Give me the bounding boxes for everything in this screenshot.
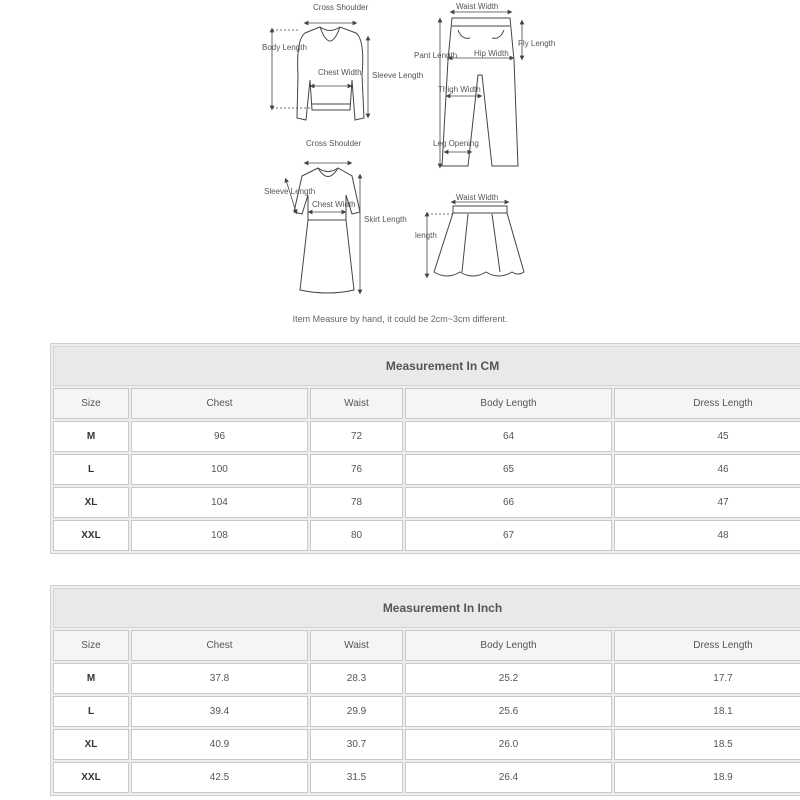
dress-length-cell: 47	[614, 487, 800, 518]
size-cell: XXL	[53, 762, 129, 793]
size-cell: XL	[53, 487, 129, 518]
column-header-body-length: Body Length	[405, 388, 612, 419]
top-sleeve-length-label: Sleeve Length	[372, 71, 424, 80]
chest-cell: 104	[131, 487, 308, 518]
chest-cell: 37.8	[131, 663, 308, 694]
waist-cell: 80	[310, 520, 403, 551]
column-header-waist: Waist	[310, 388, 403, 419]
size-cell: L	[53, 454, 129, 485]
dress-length-cell: 18.1	[614, 696, 800, 727]
waist-cell: 29.9	[310, 696, 403, 727]
table-row	[53, 696, 800, 727]
body-length-cell: 25.6	[405, 696, 612, 727]
body-length-cell: 67	[405, 520, 612, 551]
waist-cell: 78	[310, 487, 403, 518]
column-header-waist: Waist	[310, 630, 403, 661]
chest-cell: 96	[131, 421, 308, 452]
column-header-dress-length: Dress Length	[614, 388, 800, 419]
body-length-cell: 66	[405, 487, 612, 518]
measurement-diagrams	[0, 0, 800, 335]
dress-cross-shoulder-label: Cross Shoulder	[306, 139, 362, 148]
body-length-cell: 26.0	[405, 729, 612, 760]
table-row	[53, 487, 800, 518]
pants-thigh-width-label: Thigh Width	[438, 85, 481, 94]
column-header-size: Size	[53, 630, 129, 661]
table-row	[53, 663, 800, 694]
column-header-size: Size	[53, 388, 129, 419]
size-cell: M	[53, 421, 129, 452]
skirt-length-label: length	[415, 231, 437, 240]
pants-hip-width-label: Hip Width	[474, 49, 509, 58]
top-body-length-label: Body Length	[262, 43, 307, 52]
top-chest-width-label: Chest Width	[318, 68, 362, 77]
dress-length-cell: 45	[614, 421, 800, 452]
measurement-table-cm	[50, 343, 800, 554]
chest-cell: 42.5	[131, 762, 308, 793]
chest-cell: 39.4	[131, 696, 308, 727]
waist-cell: 31.5	[310, 762, 403, 793]
size-cell: L	[53, 696, 129, 727]
waist-cell: 72	[310, 421, 403, 452]
size-cell: XXL	[53, 520, 129, 551]
chest-cell: 40.9	[131, 729, 308, 760]
table-inch-header-row	[53, 630, 800, 661]
dress-length-cell: 46	[614, 454, 800, 485]
measurement-note: Item Measure by hand, it could be 2cm~3cm different.	[292, 314, 508, 324]
body-length-cell: 26.4	[405, 762, 612, 793]
top-cross-shoulder-label: Cross Shoulder	[313, 3, 369, 12]
column-header-dress-length: Dress Length	[614, 630, 800, 661]
waist-cell: 76	[310, 454, 403, 485]
column-header-body-length: Body Length	[405, 630, 612, 661]
column-header-chest: Chest	[131, 630, 308, 661]
measurement-table-inch	[50, 585, 800, 796]
table-row	[53, 454, 800, 485]
pants-leg-opening-label: Leg Opening	[433, 139, 479, 148]
skirt-waist-width-label: Waist Width	[456, 193, 499, 202]
body-length-cell: 25.2	[405, 663, 612, 694]
dress-sleeve-length-label: Sleeve Length	[264, 187, 316, 196]
dress-length-cell: 17.7	[614, 663, 800, 694]
pants-fly-length-label: Fly Length	[518, 39, 556, 48]
dress-length-cell: 18.9	[614, 762, 800, 793]
size-cell: XL	[53, 729, 129, 760]
table-inch-title: Measurement In Inch	[53, 588, 800, 628]
column-header-chest: Chest	[131, 388, 308, 419]
body-length-cell: 64	[405, 421, 612, 452]
table-row	[53, 729, 800, 760]
chest-cell: 108	[131, 520, 308, 551]
pants-waist-width-label: Waist Width	[456, 2, 499, 11]
table-row	[53, 421, 800, 452]
measurement-diagram-svg	[0, 0, 800, 310]
table-cm-header-row	[53, 388, 800, 419]
body-length-cell: 65	[405, 454, 612, 485]
chest-cell: 100	[131, 454, 308, 485]
table-row	[53, 762, 800, 793]
dress-length-cell: 48	[614, 520, 800, 551]
waist-cell: 30.7	[310, 729, 403, 760]
table-row	[53, 520, 800, 551]
size-cell: M	[53, 663, 129, 694]
skirt-figure	[434, 206, 524, 276]
pants-length-label: Pant Length	[414, 51, 458, 60]
dress-skirt-length-label: Skirt Length	[364, 215, 407, 224]
table-cm-title: Measurement In CM	[53, 346, 800, 386]
dress-chest-width-label: Chest Width	[312, 200, 356, 209]
dress-length-cell: 18.5	[614, 729, 800, 760]
waist-cell: 28.3	[310, 663, 403, 694]
